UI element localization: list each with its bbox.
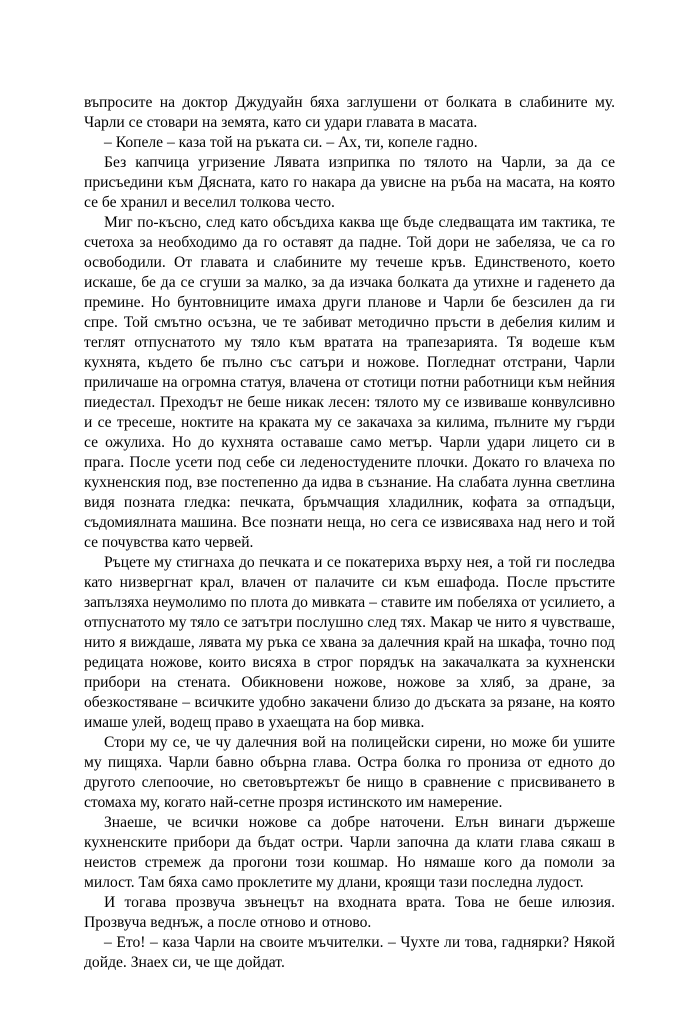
paragraph: – Копеле – каза той на ръката си. – Ах, ти, копеле гадно. [104,134,478,151]
paragraph: – Ето! – каза Чарли на своите мъчителки. – Чухте ли това, гаднярки? Някой дойде. Знаех си, че ще дойдат. [84,934,615,971]
paragraph: Миг по-късно, след като обсъдиха каква ще бъде следващата им тактика, те счетоха за необходимо да го оставят да падне. Той дори не забеляза, че са го освободили. От главата и слабините му течеше кръв. Единственото, което искаше, бе да се сгуши за малко, за да изчака болката да утихне и гаденето да премине. Но бунтовниците имаха други планове и Чарли бе безсилен да ги спре. Той смътно осъзна, че те забиват методично пръсти в дебелия килим и теглят отпуснатото му тяло към вратата на трапезарията. Тя водеше към кухнята, където бе пълно със сатъри и ножове. Погледнат отстрани, Чарли приличаше на огромна статуя, влачена от стотици потни работници към нейния пиедестал. Преходът не беше никак лесен: тялото му се извиваше конвулсивно и се тресеше, ноктите на краката му се закачаха за килима, пълните му гърди се ожулиха. Но до кухнята оставаше само метър. Чарли удари лицето си в прага. После усети под себе си леденостудените плочки. Докато го влачеха по кухненския под, взе постепенно да идва в съзнание. На слабата лунна светлина видя позната гледка: печката, бръмчащия хладилник, кофата за отпадъци, съдомиялната машина. Все познати неща, но сега се извисяваха над него и той се почувства като червей. [84,214,615,551]
paragraph: Ръцете му стигнаха до печката и се покатериха върху нея, а той ги последва като низвергнат крал, влачен от палачите си към ешафода. После пръстите запълзяха неумолимо по плота до мивката – ставите им побеляха от усилието, а отпуснатото му тяло се затътри послушно след тях. Макар че нито я чувстваше, нито я виждаше, лявата му ръка се хвана за далечния край на шкафа, точно под редицата ножове, които висяха в строг порядък на закачалката за кухненски прибори на стената. Обикновени ножове, ножове за хляб, за дране, за обезкостяване – всичките удобно закачени близо до дъската за рязане, на която имаше улей, водещ право в ухаещата на бор мивка. [84,554,615,731]
paragraph: Без капчица угризение Лявата изприпка по тялото на Чарли, за да се присъедини към Дясната, като го накара да увисне на ръба на масата, на която се бе хранил и веселил толкова често. [84,154,615,211]
paragraph: въпросите на доктор Джудуайн бяха заглушени от болката в слабините му. Чарли се стовари на земята, като си удари главата в масата. [84,94,615,131]
document-page [84,93,615,973]
paragraph: И тогава прозвуча звънецът на входната врата. Това не беше илюзия. Прозвуча веднъж, а после отново и отново. [84,894,615,931]
paragraph: Стори му се, че чу далечния вой на полицейски сирени, но може би ушите му пищяха. Чарли бавно обърна глава. Остра болка го прониза от едното до другото слепоочие, но световъртежът бе нищо в сравнение с присвиването в стомаха му, когато най-сетне прозря истинското им намерение. [84,734,615,811]
paragraph: Знаеше, че всички ножове са добре наточени. Елън винаги държеше кухненските прибори да бъдат остри. Чарли започна да клати глава сякаш в неистов стремеж да прогони този кошмар. Но нямаше кого да помоли за милост. Там бяха само проклетите му длани, кроящи тази последна лудост. [84,814,615,891]
